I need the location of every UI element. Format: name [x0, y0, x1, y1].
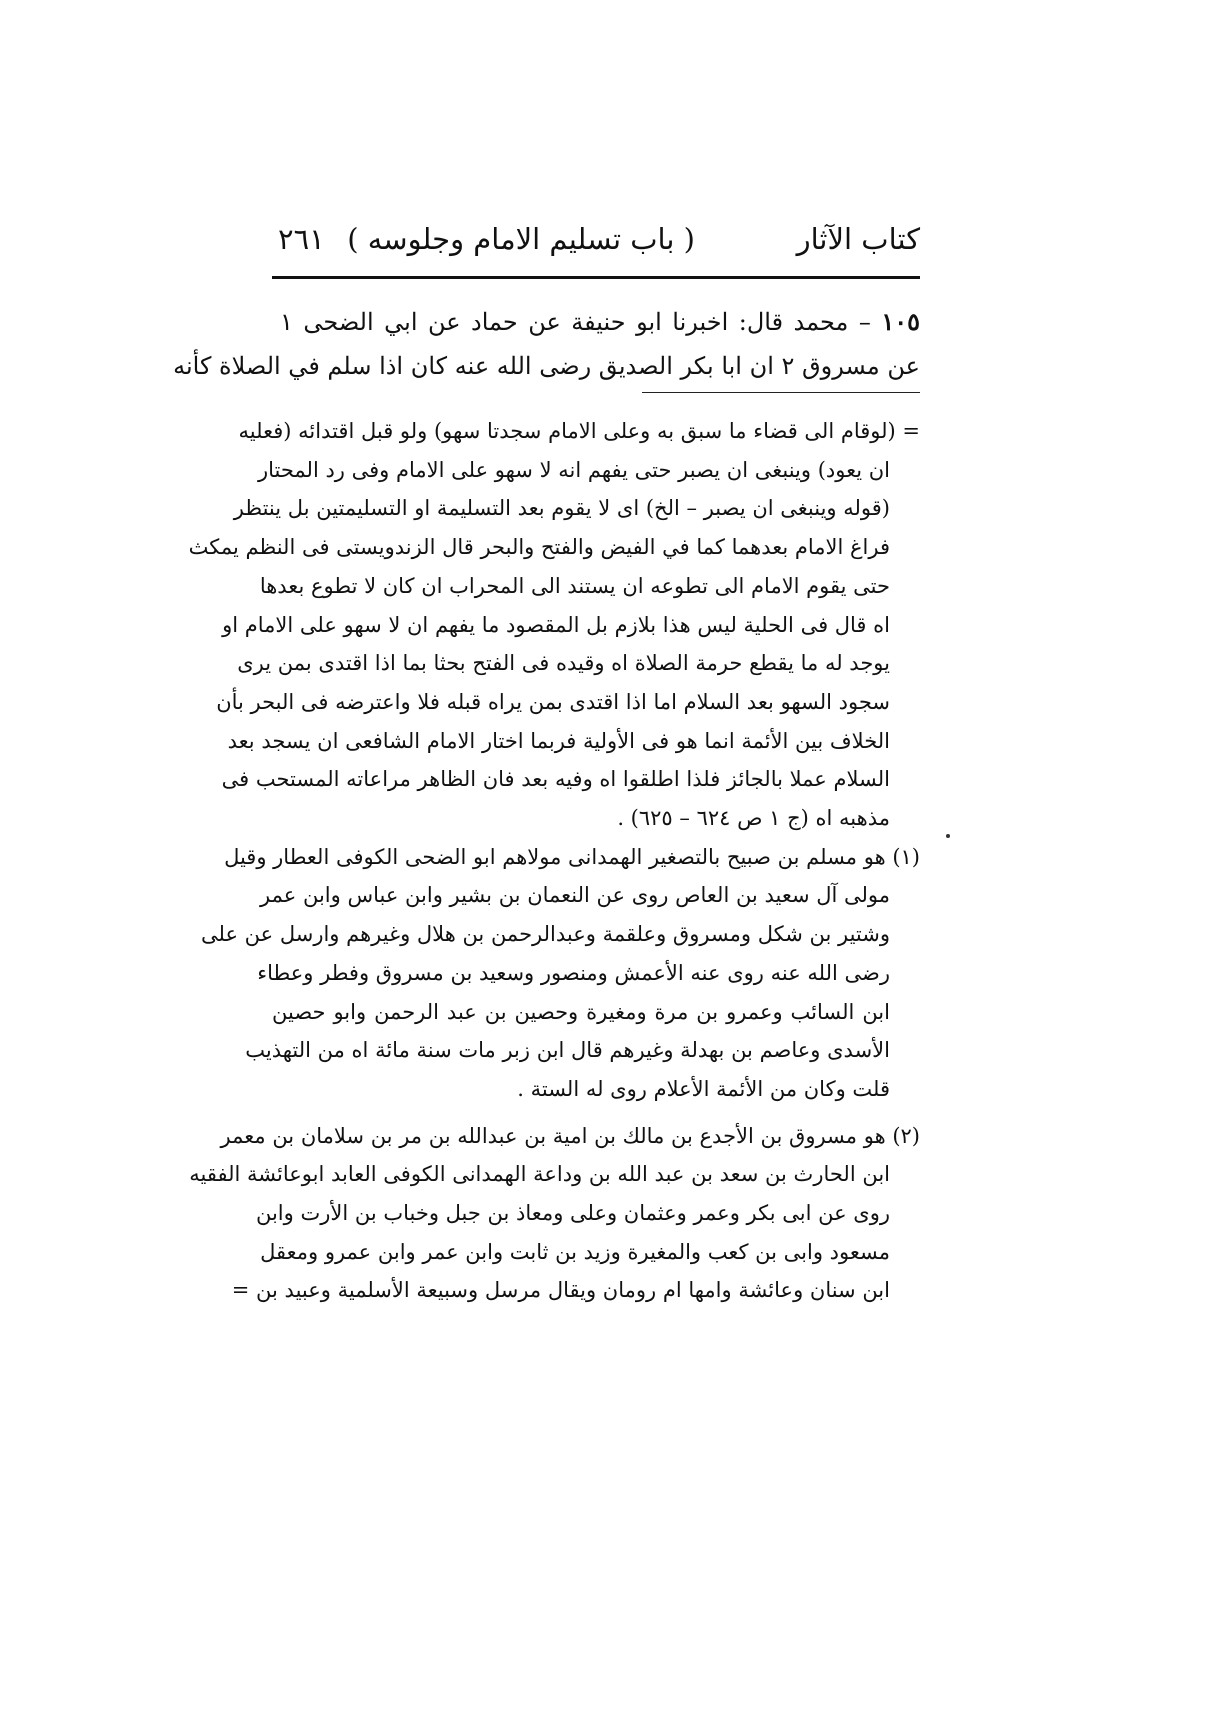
note-line: مسعود وابى بن كعب والمغيرة وزيد بن ثابت وابن عمر وابن عمرو ومعقل	[260, 1239, 890, 1264]
note-line: قلت وكان من الأئمة الأعلام روى له الستة .	[517, 1076, 890, 1101]
note-line: (٢) هو مسروق بن الأجدع بن مالك بن امية بن عبدالله بن مر بن سلامان بن معمر	[220, 1123, 920, 1148]
header-rule	[272, 276, 920, 283]
note-line: السلام عملا بالجائز فلذا اطلقوا اه وفيه بعد فان الظاهر مراعاته المستحب فى	[221, 767, 890, 792]
note-line: = (لوقام الى قضاء ما سبق به وعلى الامام سجدتا سهو) ولو قبل اقتدائه (فعليه	[238, 419, 920, 443]
chapter-title: ( باب تسليم الامام وجلوسه )	[347, 222, 695, 256]
margin-mark	[946, 834, 950, 838]
footnote-separator	[642, 392, 920, 393]
footnotes	[188, 412, 920, 1310]
note-line: رضى الله عنه روى عنه الأعمش ومنصور وسعيد بن مسروق وفطر وعطاء	[257, 960, 890, 985]
book-title: كتاب الآثار	[796, 222, 920, 256]
hadith-number: ١٠٥	[881, 307, 920, 336]
note-line: ابن السائب وعمرو بن مرة ومغيرة وحصين بن عبد الرحمن وابو حصين	[272, 999, 890, 1024]
note-line: روى عن ابى بكر وعمر وعثمان وعلى ومعاذ بن جبل وخباب بن الأرت وابن	[255, 1201, 890, 1226]
note-line: ابن سنان وعائشة وامها ام رومان ويقال مرسل وسبيعة الأسلمية وعبيد بن =	[231, 1278, 890, 1303]
note-line: مذهبه اه (ج ١ ص ٦٢٤ – ٦٢٥) .	[617, 806, 890, 831]
page-header	[272, 222, 920, 276]
note-line: (١) هو مسلم بن صبيح بالتصغير الهمدانى مولاهم ابو الضحى الكوفى العطار وقيل	[224, 844, 920, 869]
note-line: الأسدى وعاصم بن بهدلة وغيرهم قال ابن زبر مات سنة مائة اه من التهذيب	[245, 1038, 890, 1063]
page-number: ٢٦١	[278, 222, 325, 256]
main-text	[173, 300, 920, 388]
main-line: عن مسروق ٢ ان ابا بكر الصديق رضى الله عنه كان اذا سلم في الصلاة كأنه	[173, 352, 920, 380]
note-line: اه قال فى الحلية ليس هذا بلازم بل المقصود ما يفهم ان لا سهو على الامام او	[222, 612, 890, 637]
note-line: وشتير بن شكل ومسروق وعلقمة وعبدالرحمن بن هلال وغيرهم وارسل عن على	[200, 922, 890, 947]
note-line: (قوله وينبغى ان يصبر – الخ) اى لا يقوم بعد التسليمة او التسليمتين بل ينتظر	[233, 496, 890, 521]
note-line: فراغ الامام بعدهما كما في الفيض والفتح والبحر قال الزندويستى فى النظم يمكث	[188, 535, 890, 560]
main-line-text: – محمد قال: اخبرنا ابو حنيفة عن حماد عن ابي الضحى ١	[280, 308, 882, 336]
note-line: سجود السهو بعد السلام اما اذا اقتدى بمن يراه قبله فلا واعترضه فى البحر بأن	[216, 689, 890, 714]
main-line	[280, 300, 920, 344]
note-line: ابن الحارث بن سعد بن عبد الله بن وداعة الهمدانى الكوفى العابد ابوعائشة الفقيه	[189, 1162, 890, 1187]
note-line: ان يعود) وينبغى ان يصبر حتى يفهم انه لا سهو على الامام وفى رد المحتار	[257, 457, 890, 482]
continued-note	[188, 412, 920, 838]
note-line: الخلاف بين الأئمة انما هو فى الأولية فربما اختار الامام الشافعى ان يسجد بعد	[227, 728, 890, 753]
note-line: يوجد له ما يقطع حرمة الصلاة اه وقيده فى الفتح بحثا بما اذا اقتدى بمن يرى	[237, 651, 890, 676]
note-line: مولى آل سعيد بن العاص روى عن النعمان بن بشير وابن عباس وابن عمر	[260, 883, 890, 908]
footnote-1	[200, 838, 920, 1109]
footnote-2	[189, 1117, 920, 1311]
note-line: حتى يقوم الامام الى تطوعه ان يستند الى المحراب ان كان لا تطوع بعدها	[259, 573, 890, 598]
